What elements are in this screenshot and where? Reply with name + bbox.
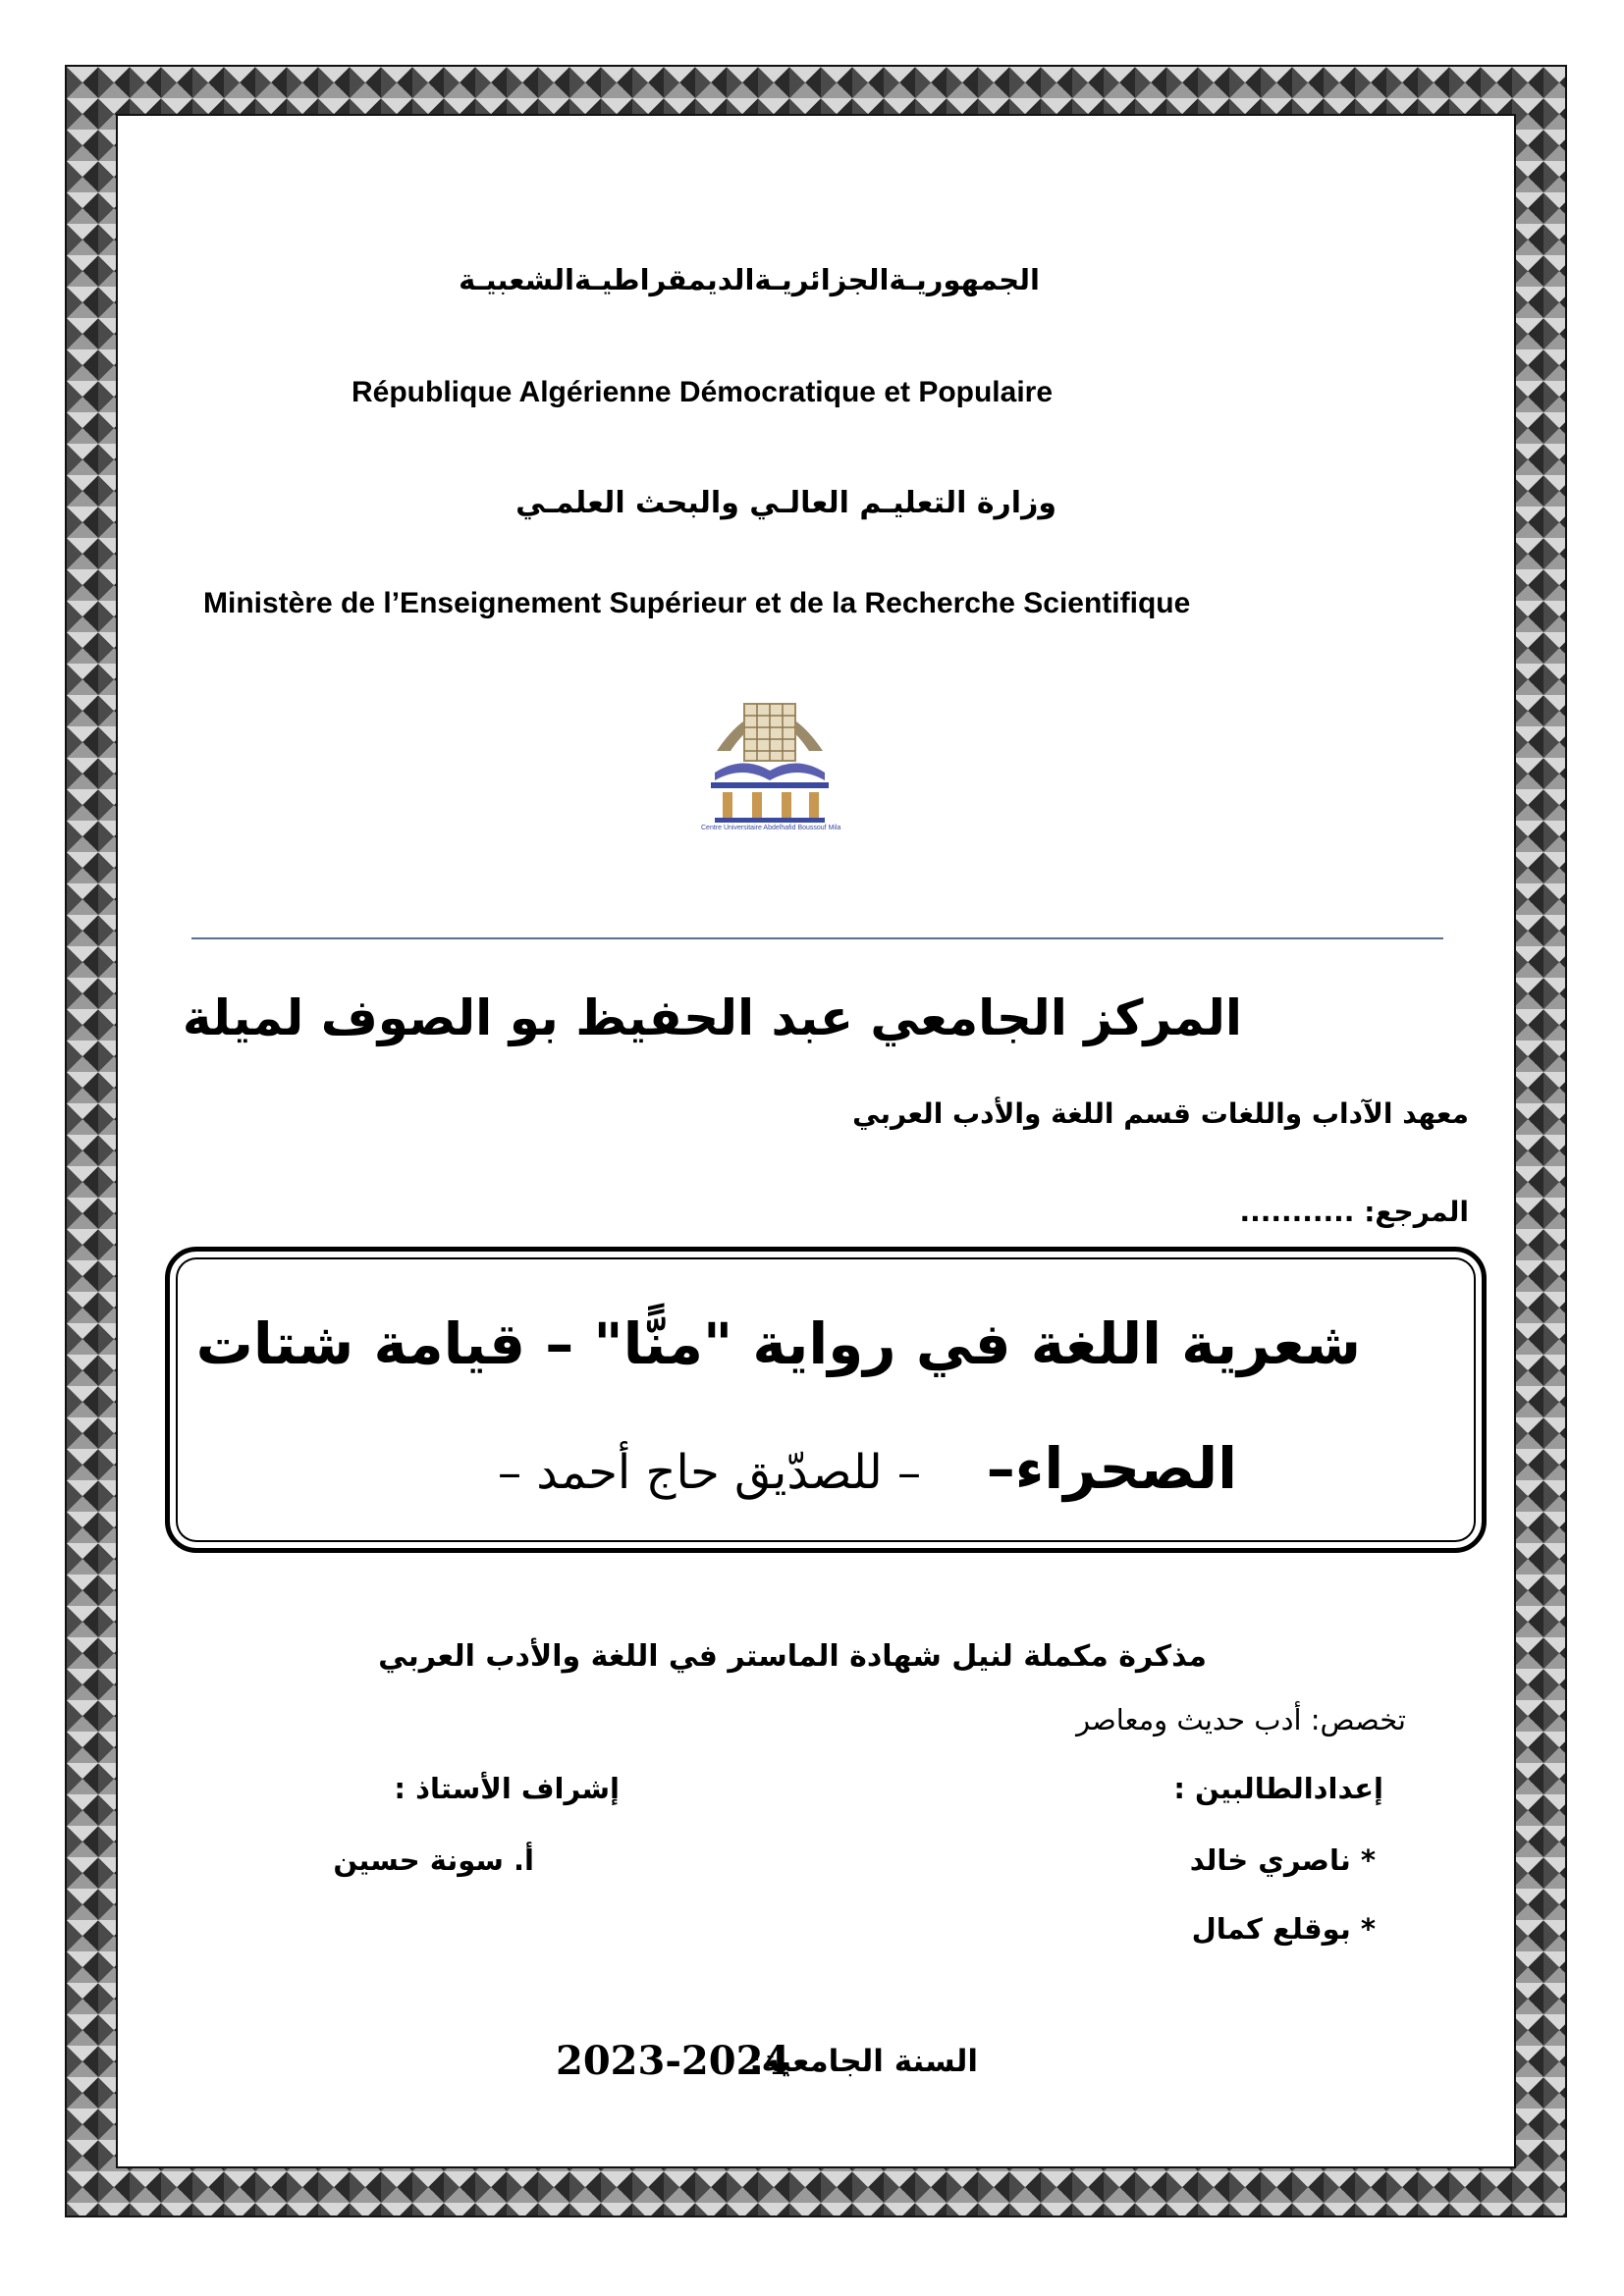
university-logo xyxy=(687,682,852,841)
ministry-arabic: وزارة التعليـم العالـي والبحث العلمـي xyxy=(515,486,1056,520)
logo-caption: Centre Universitaire Abdelhafid Boussouf Mila xyxy=(701,825,841,831)
institution-name: المركز الجامعي عبد الحفيظ بو الصوف لميلة xyxy=(182,989,1242,1046)
specialty: تخصص: أدب حديث ومعاصر xyxy=(1076,1703,1406,1736)
supervisor-name: أ. سونة حسين xyxy=(333,1843,534,1877)
student-1: * ناصري خالد xyxy=(1189,1843,1376,1877)
republic-arabic: الجمهوريـةالجزائريـةالديمقراطيـةالشعبيـة xyxy=(459,263,1040,296)
building-logo-icon xyxy=(687,682,852,841)
thesis-title-line1: شعرية اللغة في رواية "منًّا" – قيامة شتات xyxy=(195,1310,1361,1377)
students-label: إعدادالطالبين : xyxy=(1173,1772,1383,1805)
thesis-title-line2-bold: الصحراء– xyxy=(986,1435,1237,1502)
horizontal-divider xyxy=(191,937,1443,939)
memo-description: مذكرة مكملة لنيل شهادة الماستر في اللغة والأدب العربي xyxy=(378,1639,1207,1674)
ministry-french: Ministère de l’Enseignement Supérieur et de la Recherche Scientifique xyxy=(203,587,1191,619)
thesis-title-box xyxy=(165,1247,1487,1553)
student-2: * بوقلع كمال xyxy=(1191,1912,1376,1946)
supervisor-label: إشراف الأستاذ : xyxy=(394,1772,620,1805)
department-name: معهد الآداب واللغات قسم اللغة والأدب العربي xyxy=(852,1097,1469,1130)
reference-number: المرجع: ........... xyxy=(1239,1196,1469,1228)
academic-year-value: 2023-2024 xyxy=(556,2038,791,2084)
academic-year-label: السنة الجامعية: xyxy=(749,2044,978,2079)
thesis-author: – للصدّيق حاج أحمد – xyxy=(498,1445,921,1500)
republic-french: République Algérienne Démocratique et Populaire xyxy=(352,376,1054,408)
